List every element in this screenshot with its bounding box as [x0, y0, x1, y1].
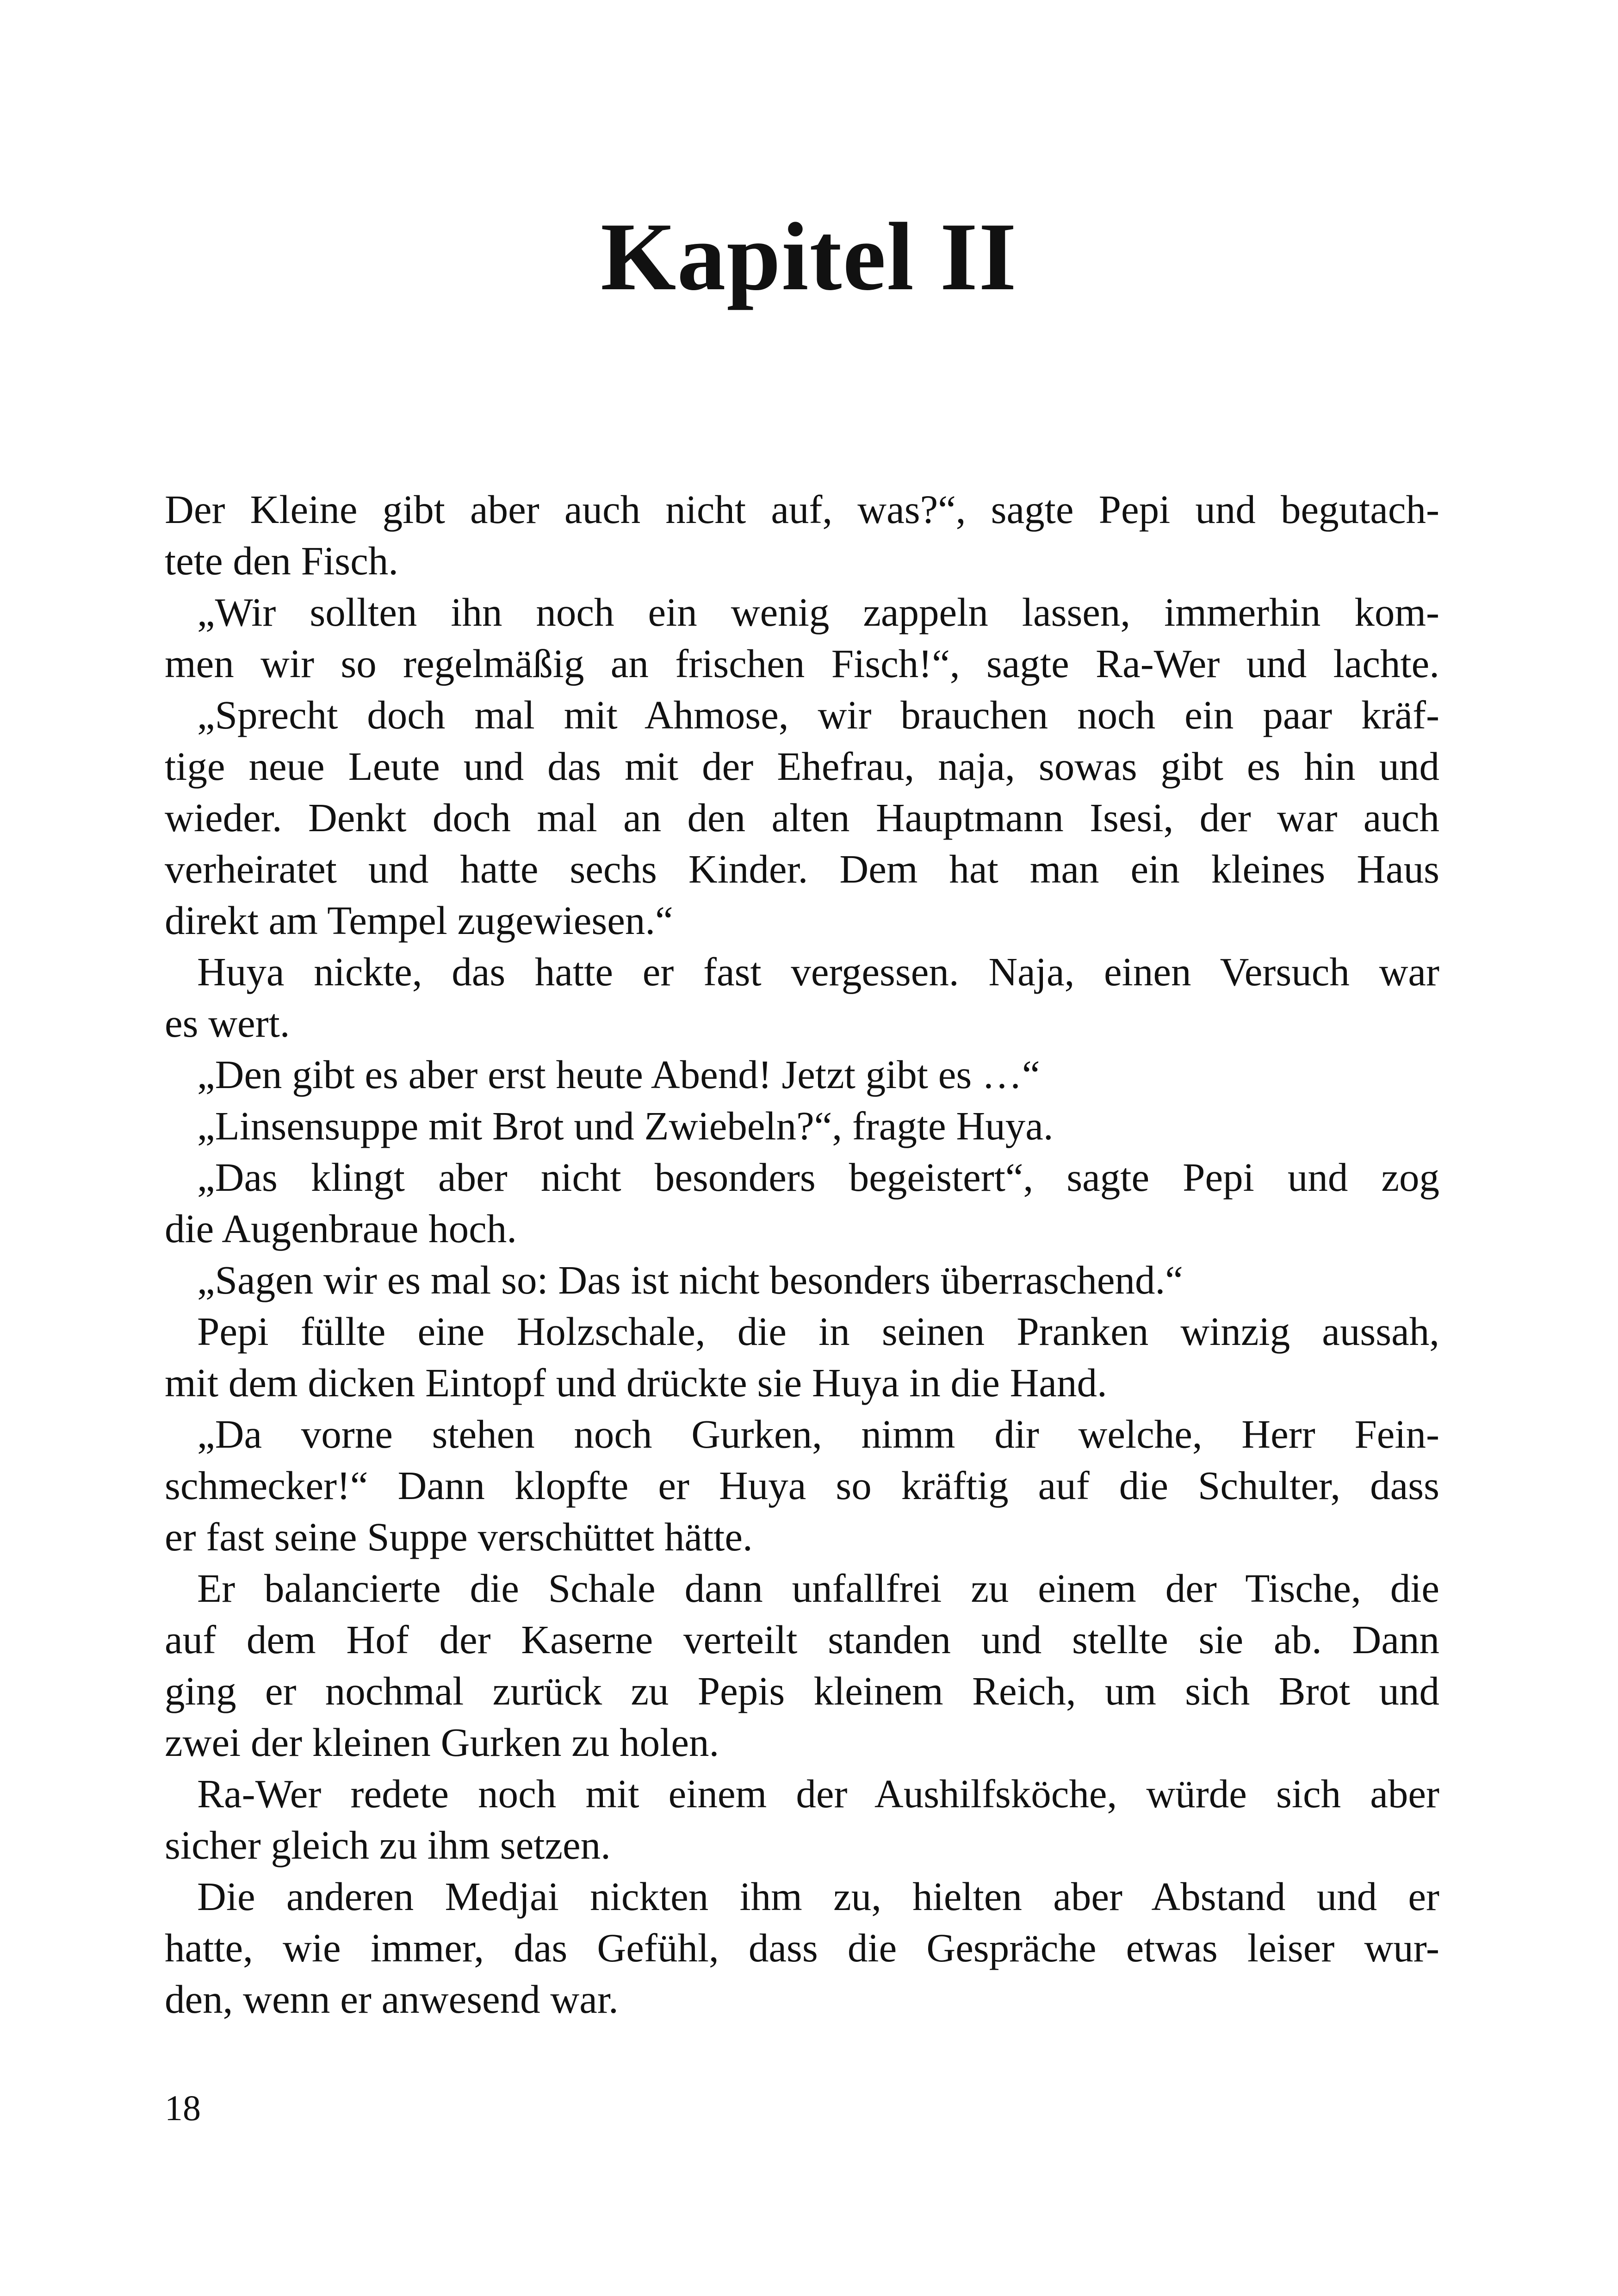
text-line: Pepi füllte eine Holzschale, die in seinen Pranken winzig aussah,: [197, 1309, 1439, 1354]
body-text: [165, 484, 1439, 2025]
text-line: Huya nickte, das hatte er fast vergessen. Naja, einen Versuch war: [197, 949, 1439, 994]
text-line: ging er nochmal zurück zu Pepis kleinem Reich, um sich Brot und: [165, 1668, 1439, 1713]
text-line: „Wir sollten ihn noch ein wenig zappeln lassen, immerhin kom-: [197, 590, 1439, 635]
text-line: zwei der kleinen Gurken zu holen.: [165, 1720, 719, 1765]
text-line: auf dem Hof der Kaserne verteilt standen und stellte sie ab. Dann: [165, 1617, 1439, 1662]
text-line: die Augenbraue hoch.: [165, 1206, 517, 1251]
text-line: men wir so regelmäßig an frischen Fisch!“, sagte Ra-Wer und lachte.: [165, 641, 1439, 686]
text-line: Ra-Wer redete noch mit einem der Aushilfsköche, würde sich aber: [197, 1771, 1439, 1816]
text-line: hatte, wie immer, das Gefühl, dass die Gespräche etwas leiser wur-: [165, 1925, 1439, 1970]
text-line: „Den gibt es aber erst heute Abend! Jetzt gibt es …“: [197, 1052, 1040, 1097]
text-line: verheiratet und hatte sechs Kinder. Dem hat man ein kleines Haus: [165, 846, 1439, 891]
text-line: schmecker!“ Dann klopfte er Huya so kräftig auf die Schulter, dass: [165, 1463, 1439, 1508]
chapter-title: Kapitel II: [601, 203, 1017, 311]
text-line: „Sprecht doch mal mit Ahmose, wir brauchen noch ein paar kräf-: [197, 692, 1439, 737]
text-line: Der Kleine gibt aber auch nicht auf, was?“, sagte Pepi und begutach-: [165, 487, 1439, 532]
text-line: „Das klingt aber nicht besonders begeistert“, sagte Pepi und zog: [197, 1155, 1439, 1200]
text-line: „Linsensuppe mit Brot und Zwiebeln?“, fragte Huya.: [197, 1103, 1054, 1148]
page-number: 18: [165, 2088, 201, 2128]
text-line: wieder. Denkt doch mal an den alten Hauptmann Isesi, der war auch: [165, 795, 1439, 840]
text-line: „Sagen wir es mal so: Das ist nicht besonders überraschend.“: [197, 1257, 1183, 1302]
text-line: „Da vorne stehen noch Gurken, nimm dir welche, Herr Fein-: [197, 1412, 1439, 1456]
text-line: tete den Fisch.: [165, 538, 398, 583]
text-line: mit dem dicken Eintopf und drückte sie Huya in die Hand.: [165, 1360, 1107, 1405]
text-line: er fast seine Suppe verschüttet hätte.: [165, 1514, 753, 1559]
text-line: direkt am Tempel zugewiesen.“: [165, 898, 673, 943]
text-line: den, wenn er anwesend war.: [165, 1977, 619, 2022]
text-line: tige neue Leute und das mit der Ehefrau, naja, sowas gibt es hin und: [165, 744, 1439, 789]
text-line: sicher gleich zu ihm setzen.: [165, 1823, 611, 1867]
text-line: Er balancierte die Schale dann unfallfrei zu einem der Tische, die: [197, 1566, 1439, 1611]
text-line: Die anderen Medjai nickten ihm zu, hielten aber Abstand und er: [197, 1874, 1439, 1919]
text-line: es wert.: [165, 1001, 290, 1045]
